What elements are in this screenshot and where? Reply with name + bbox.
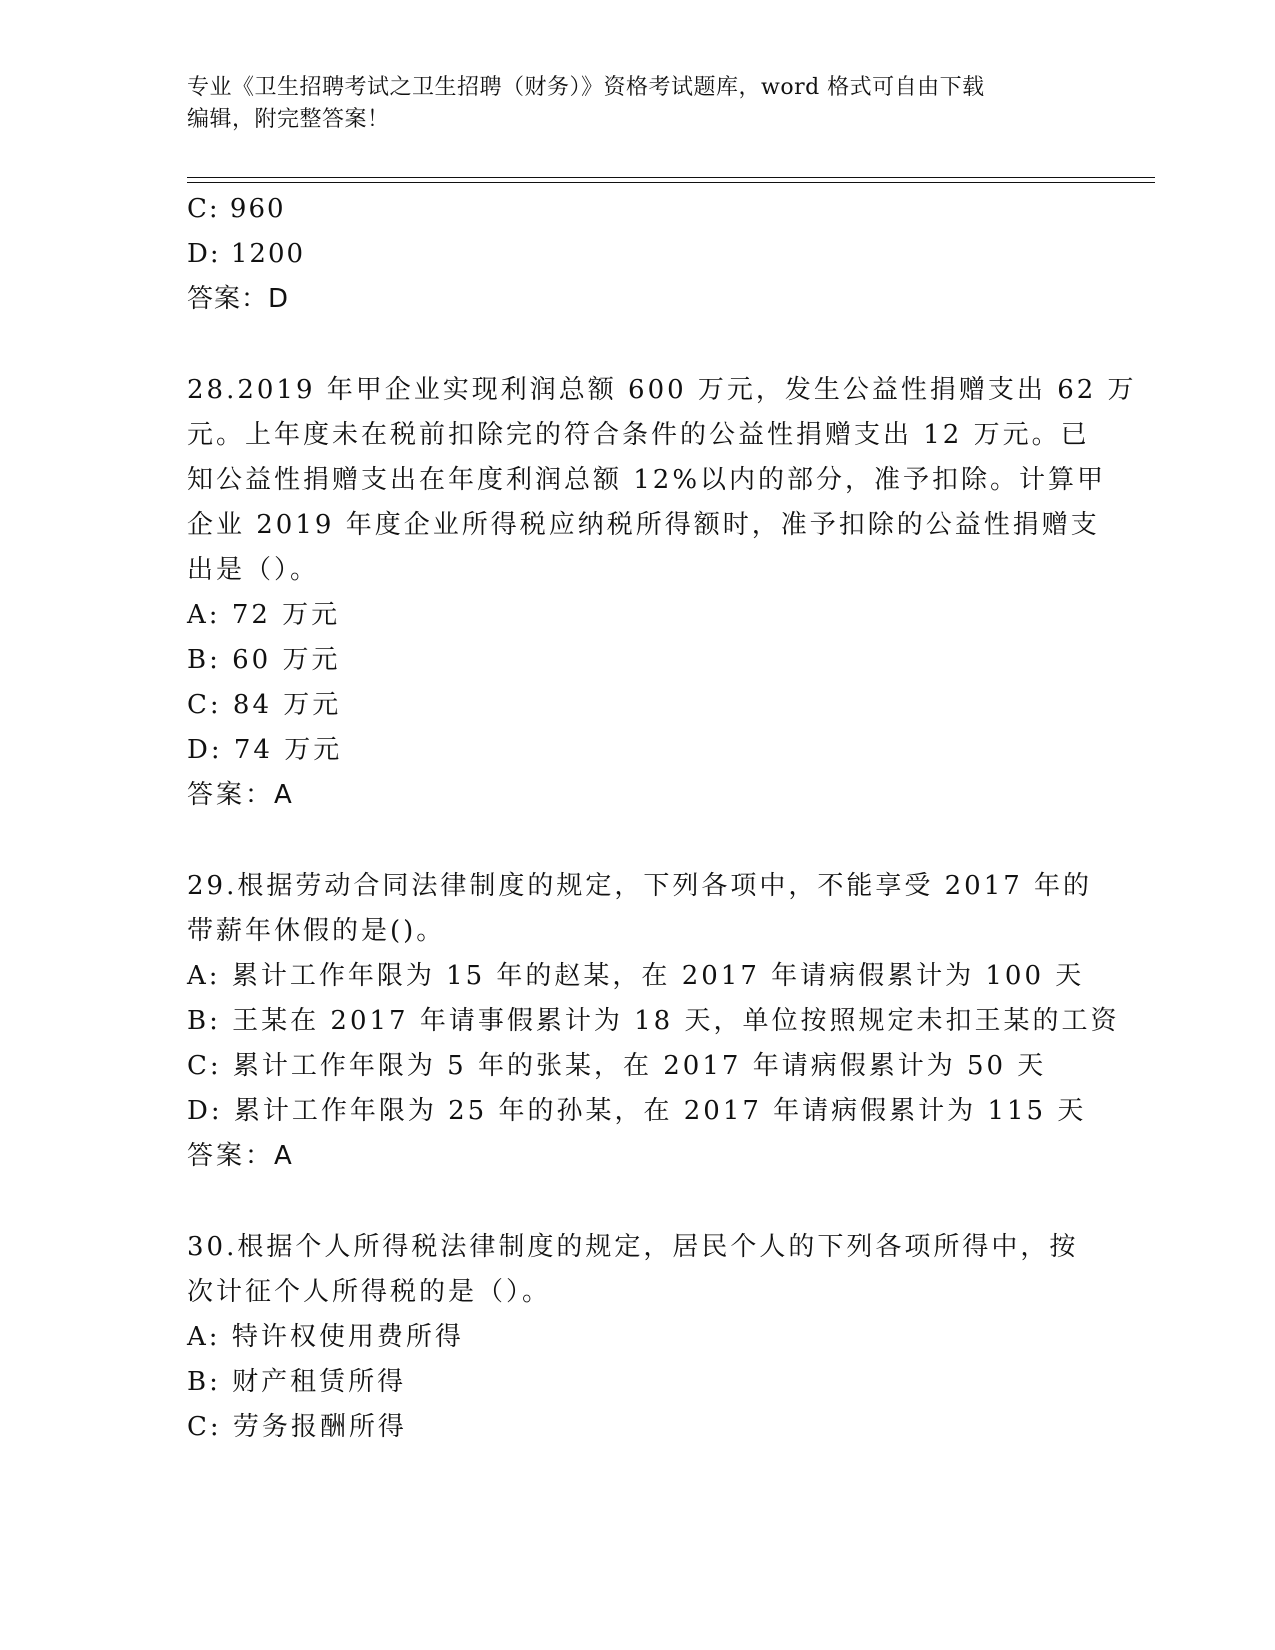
option-text: 累计工作年限为 15 年的赵某，在 2017 年请病假累计为 100 天: [231, 961, 1085, 991]
option-a: [187, 954, 1087, 999]
question-text-line: 知公益性捐赠支出在年度利润总额 12%以内的部分，准予扣除。计算甲: [187, 465, 1107, 495]
option-a: [187, 1315, 1087, 1360]
question-text-line: 带薪年休假的是()。: [187, 916, 446, 946]
question-28: [187, 368, 1137, 818]
option-b: [187, 999, 1120, 1044]
option-c: [187, 187, 1087, 232]
header-divider-top: [187, 177, 1155, 178]
option-c: [187, 1044, 1087, 1089]
option-text: 财产租赁所得: [232, 1367, 407, 1397]
option-a: [187, 593, 1087, 638]
question-30: [187, 1225, 1087, 1450]
option-text: 60 万元: [232, 645, 341, 675]
option-label: B:: [187, 645, 221, 675]
question-text-line: 28.2019 年甲企业实现利润总额 600 万元，发生公益性捐赠支出 62 万: [187, 375, 1137, 405]
option-label: C:: [187, 1412, 222, 1442]
option-b: [187, 1360, 1087, 1405]
document-body: [187, 187, 1137, 1450]
option-label: D:: [187, 239, 221, 269]
answer-line: 答案：A: [187, 1141, 295, 1171]
option-text: 84 万元: [232, 690, 342, 720]
option-text: 王某在 2017 年请事假累计为 18 天，单位按照规定未扣王某的工资: [232, 1006, 1120, 1036]
question-text-line: 30.根据个人所得税法律制度的规定，居民个人的下列各项所得中，按: [187, 1232, 1079, 1262]
option-label: B:: [187, 1006, 221, 1036]
option-text: 1200: [230, 239, 306, 269]
option-label: A:: [187, 600, 221, 630]
option-d: [187, 1089, 1087, 1134]
question-text-line: 出是（）。: [187, 555, 320, 585]
option-d: [187, 728, 1087, 773]
option-label: D:: [187, 1096, 223, 1126]
option-label: C:: [187, 690, 222, 720]
header-line-2: 编辑，附完整答案！: [187, 107, 390, 132]
option-label: A:: [187, 961, 221, 991]
option-c: [187, 683, 1087, 728]
header-line-1: 专业《卫生招聘考试之卫生招聘（财务）》资格考试题库，word 格式可自由下载: [187, 75, 985, 100]
question-text-line: 元。上年度未在税前扣除完的符合条件的公益性捐赠支出 12 万元。已: [187, 420, 1090, 450]
question-text-line: 29.根据劳动合同法律制度的规定，下列各项中，不能享受 2017 年的: [187, 871, 1093, 901]
answer-line: 答案：A: [187, 780, 295, 810]
option-label: C:: [187, 194, 220, 224]
option-label: C:: [187, 1051, 222, 1081]
question-text-line: 企业 2019 年度企业所得税应纳税所得额时，准予扣除的公益性捐赠支: [187, 510, 1100, 540]
option-c: [187, 1405, 1087, 1450]
option-d: [187, 232, 1087, 277]
option-text: 960: [229, 194, 286, 224]
option-text: 72 万元: [231, 600, 341, 630]
header-divider-bottom: [187, 182, 1155, 183]
option-label: B:: [187, 1367, 221, 1397]
answer-line: 答案：D: [187, 284, 290, 314]
option-text: 劳务报酬所得: [232, 1412, 407, 1442]
option-text: 特许权使用费所得: [231, 1322, 464, 1352]
document-header: [187, 72, 1087, 136]
question-29: [187, 864, 1120, 1179]
option-label: A:: [187, 1322, 221, 1352]
option-text: 累计工作年限为 5 年的张某，在 2017 年请病假累计为 50 天: [232, 1051, 1047, 1081]
previous-question-tail: [187, 187, 1087, 322]
option-text: 74 万元: [233, 735, 343, 765]
option-text: 累计工作年限为 25 年的孙某，在 2017 年请病假累计为 115 天: [233, 1096, 1087, 1126]
option-b: [187, 638, 1087, 683]
question-text-line: 次计征个人所得税的是（）。: [187, 1277, 552, 1307]
option-label: D:: [187, 735, 223, 765]
